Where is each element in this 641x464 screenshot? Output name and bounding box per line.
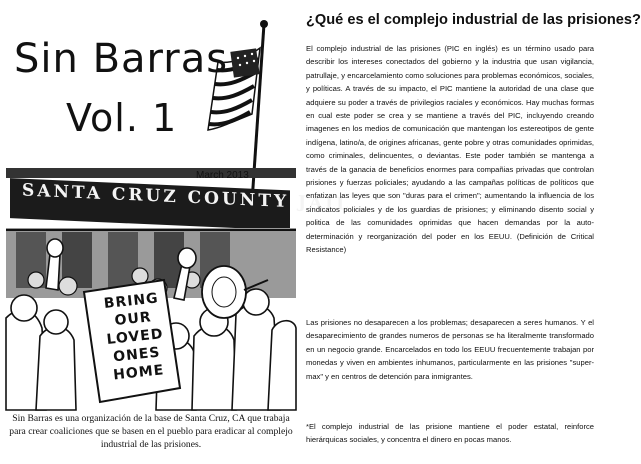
article-panel [306,0,641,464]
paragraph-prisons: Las prisiones no desaparecen a los problemas; desaparecen a seres humanos. Y el desaparecimiento de grandes numeros de personas se ha literalmente transformado en un negocio grande. Encarcelados en todo los EEUU frecuentemente trabajan por monedas y viven en ambientes inhumanos, particularmente en las prisiones "super-max" y en centros de detención para inmigrantes. [306,318,594,381]
paragraph-footnote: *El complejo industrial de las prisione mantiene el poder estatal, reinforce hierárquicas sociales, y concentra el dinero en pocas manos. [306,422,594,445]
sign-line: HOME [112,362,166,384]
paragraph-definition: El complejo industrial de las prisiones (PIC en inglés) es un término usado para describir los intereses conectados del gobierno y la industria que usan vigilancia, patrullaje, y encarcelamiento como soluciones para problemas económicos, sociales, y políticas. A través de su impacto, el PIC mantiene la autoridad de una clase que adquiere su poder a través de privilegios raciales y económicos. Hay muchas formas en cual este poder se crea y se mantiene a través del PIC, incluyendo creando imagenes en los medios de comunicación que mantengan los estereotipos de gente indígena, latino/a, de origines africanas, gente pobre y otras comunidades oprimidas, como criminales, delincuentes, o deviantas. Este poder también se mantenga a través de la ganacia de beneficios enormes para compañias privadas que controlan prisiones y fuerzas policiales; ayudando a las campañas políticas de políticos que enfatizan las leyes que son "duras para el crimen"; aumentando la influencia de los sindicatos policiales y de los guardias de prisiones; y eliminando disento social y politica de las comunidades oprimidas que hacen demandas por la auto-determinación y reorganización del poder en los EEUU. (Definición de Critical Resistance) [306,44,594,255]
protest-sign-text [88,288,183,386]
sign-line: ONES [112,344,162,366]
jail-sign-text: SANTA CRUZ COUNTY JAIL [22,180,352,215]
flagpole-finial [260,20,268,28]
sign-line: BRING [103,290,160,313]
organization-caption: Sin Barras es una organización de la base de Santa Cruz, CA que trabaja para crear coaliciones que se basen en el pueblo para eradicar al complejo industrial de las prisiones. [9,413,293,450]
issue-date: March 2013 [196,170,249,181]
zine-title: Sin Barras [14,36,229,82]
article-heading: ¿Qué es el complejo industrial de las prisiones? [306,12,641,28]
volume-label: Vol. 1 [66,96,178,140]
sign-line: LOVED [105,326,165,348]
sign-line: OUR [113,309,153,329]
